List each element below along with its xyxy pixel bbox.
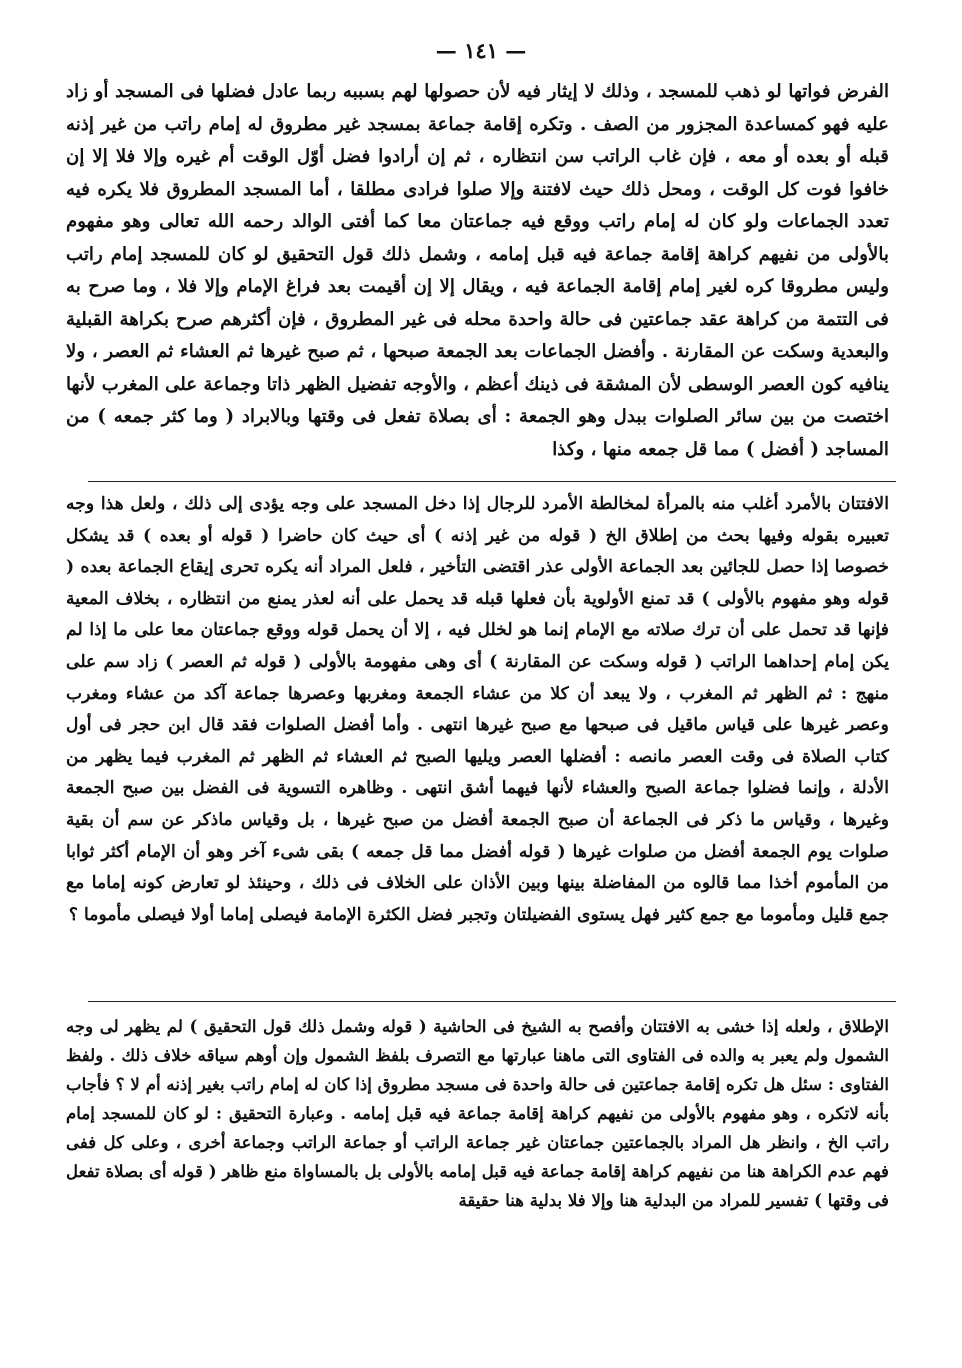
footnote-divider-2 [88, 1001, 896, 1002]
footnote-block-1 [66, 489, 889, 931]
footnote-block-2 [66, 1012, 889, 1215]
footnote-2-paragraph: الإطلاق ، ولعله إذا خشى به الافتتان وأفصح به الشيخ فى الحاشية ( قوله وشمل ذلك قول التحقيق ) لم يظهر لى وجه الشمول ولم يعبر به والده فى الفتاوى التى ماهنا عبارتها مع التصرف بلفظ الشمول وإن أوهم سياقه خلاف ذلك . ولفظ الفتاوى : سئل هل تكره إقامة جماعتين فى حالة واحدة فى مسجد مطروق إذا كان له إمام راتب بغير إذنه أم لا ؟ فأجاب بأنه لاتكره ، وهو مفهوم بالأولى من نفيهم كراهة إقامة جماعة فيه قبل إمامه . وعبارة التحقيق : لو كان للمسجد إمام راتب الخ ، وانظر هل المراد بالجماعتين جماعتان غير جماعة الراتب أو جماعة الراتب وجماعة أخرى ، وعلى كل ففى فهم عدم الكراهة هنا من نفيهم كراهة إقامة جماعة فيه قبل إمامه بالأولى بل بالمساواة منع ظاهر ( قوله أى بصلاة تفعل فى وقتها ) تفسير للمراد من البدلية هنا وإلا فلا بدلية هنا حقيقة [66, 1016, 889, 1210]
main-text-paragraph: الفرض فواتها لو ذهب للمسجد ، وذلك لا إيثار فيه لأن حصولها لهم بسببه ربما عادل فضلها فى المسجد أو زاد عليه فهو كمساعدة المجزور من الصف . وتكره إقامة جماعة بمسجد غير مطروق له إمام راتب من غير إذنه قبله أو بعده أو معه ، فإن غاب الراتب سن انتظاره ، ثم إن أرادوا فضل أوّل الوقت أم غيره وإلا فلا إلا إن خافوا فوت كل الوقت ، ومحل ذلك حيث لافتنة وإلا صلوا فرادى مطلقا ، أما المسجد المطروق فلا يكره فيه تعدد الجماعات ولو كان له إمام راتب ووقع فيه جماعتان معا كما أفتى الوالد رحمه الله تعالى وهو مفهوم بالأولى من نفيهم كراهة إقامة جماعة فيه قبل إمامه ، وشمل ذلك قول التحقيق لو كان للمسجد إمام راتب وليس مطروقا كره لغير إمام إقامة الجماعة فيه ، ويقال إلا إن أقيمت بعد فراغ الإمام وإلا فلا ، وما صرح به فى التتمة من كراهة عقد جماعتين فى حالة واحدة محله فى غير المطروق ، فإن أكثرهم صرح بكراهة القبلية والبعدية وسكت عن المقارنة . وأفضل الجماعات بعد الجمعة صبحها ، ثم صبح غيرها ثم العشاء ثم العصر ، ولا ينافيه كون العصر الوسطى لأن المشقة فى ذينك أعظم ، والأوجه تفضيل الظهر ذاتا وجماعة على المغرب لأنها اختصت من بين سائر الصلوات ببدل وهو الجمعة : أى بصلاة تفعل فى وقتها وبالابراد ( وما كثر جمعه ) من المساجد ( أفضل ) مما قل جمعه منها ، وكذا [66, 81, 889, 460]
page-number: — ١٤١ — [435, 38, 527, 63]
main-text [66, 76, 889, 466]
footnote-divider-1 [88, 481, 896, 482]
footnote-1-paragraph: الافتتان بالأمرد أغلب منه بالمرأة لمخالطة الأمرد للرجال إذا دخل المسجد على وجه يؤدى إلى ذلك ، ولعل هذا وجه تعبيره بقوله وفيها بحث من إطلاق الخ ( قوله من غير إذنه ) أى حيث كان حاضرا ( قوله أو بعده ) قد يشكل خصوصا إذا حصل للجائين بعد الجماعة الأولى عذر اقتضى التأخير ، فلعل المراد أنه يكره تحرى إيقاع الجماعة بعده ( قوله وهو مفهوم بالأولى ) قد تمنع الأولوية بأن فعلها قبله قد يحمل على أنه لعذر يمنع من انتظاره ، بخلاف المعية فإنها قد تحمل على أن ترك صلاته مع الإمام إنما هو لخلل فيه ، إلا أن يحمل قوله ووقع جماعتان معا على ما إذا لم يكن إمام إحداهما الراتب ( قوله وسكت عن المقارنة ) أى وهى مفهومة بالأولى ( قوله ثم العصر ) زاد سم على منهج : ثم الظهر ثم المغرب ، ولا يبعد أن كلا من عشاء الجمعة ومغربها وعصرها جماعة آكد من عشاء ومغرب وعصر غيرها على قياس ماقيل فى صبحها مع صبح غيرها انتهى . وأما أفضل الصلوات فقد قال ابن حجر فى أول كتاب الصلاة فى وقت العصر مانصه : أفضلها العصر ويليها الصبح ثم العشاء ثم الظهر ثم المغرب فيما يظهر من الأدلة ، وإنما فضلوا جماعة الصبح والعشاء لأنها فيهما أشق انتهى . وظاهره التسوية فى الفضل بين صبح الجمعة وغيرها ، وقياس ما ذكر فى الجماعة أن صبح الجمعة أفضل من صبح غيرها ، بل وقياس ماذكر عن سم أن بقية صلوات يوم الجمعة أفضل من صلوات غيرها ( قوله أفضل مما قل جمعه ) بقى شىء آخر وهو أن الإمام أكثر ثوابا من المأموم أخذا مما قالوه من المفاضلة بينها وبين الأذان على الخلاف فى ذلك ، وحينئذ لو تعارض كونه إماما مع جمع قليل ومأموما مع جمع كثير فهل يستوى الفضيلتان وتجبر فضل الكثرة الإمامة فيصلى إماما أولا فيصلى مأموما ؟ [66, 494, 889, 925]
